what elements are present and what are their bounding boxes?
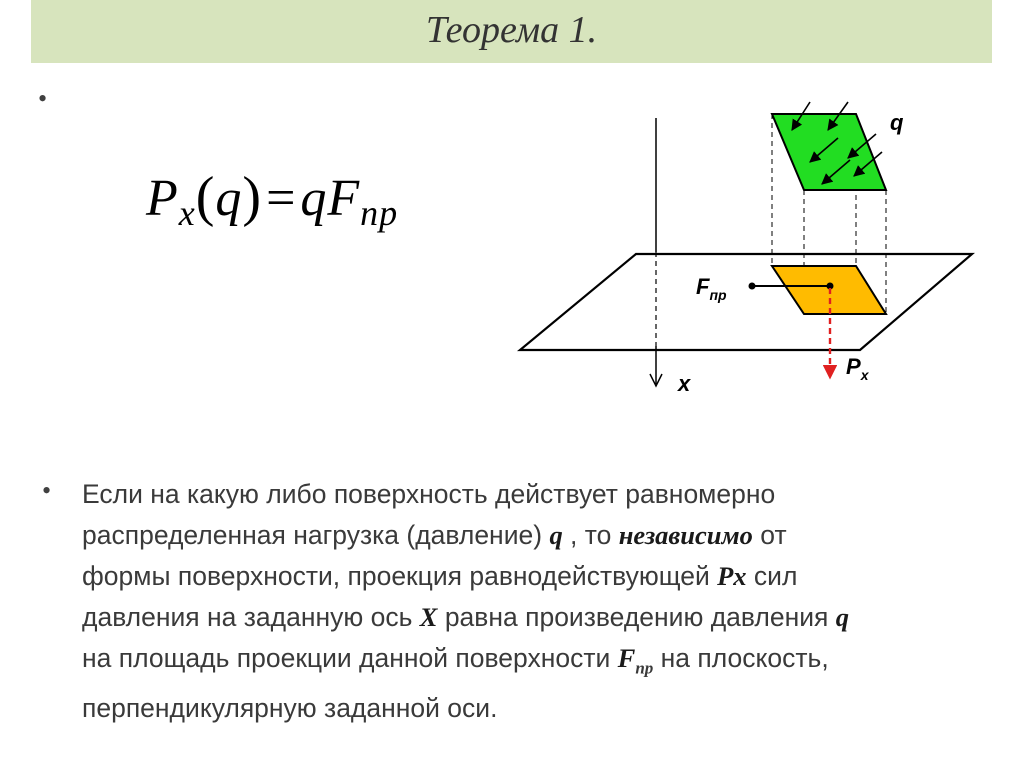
formula-np-sub: пр [360, 193, 399, 233]
text-line-2: распределенная нагрузка (давление) q , то независимо от [82, 520, 787, 550]
formula-P: P [146, 170, 179, 227]
label-Px: $P_x$ [846, 354, 869, 383]
formula-rparen: ) [242, 166, 263, 228]
formula-x-sub: x [178, 193, 196, 233]
label-x: x [678, 371, 691, 396]
formula-q: q [215, 170, 243, 227]
formula-rhs-q: q [300, 170, 328, 227]
text-line-3: формы поверхности, проекция равнодействующей Px сил [82, 561, 798, 591]
text-line-4: давления на заданную ось X равна произведению давления q [82, 602, 849, 632]
formula-equals: = [266, 170, 297, 227]
theorem-text [82, 474, 1002, 729]
label-F: $F_{пр}$ [696, 274, 727, 303]
projection-diagram [510, 88, 1000, 408]
bullet-1: • [38, 84, 48, 113]
projection-plane [520, 254, 972, 350]
formula [146, 165, 398, 234]
text-line-6: перпендикулярную заданной оси. [82, 693, 498, 724]
text-line-1: Если на какую либо поверхность действует равномерно [82, 479, 776, 509]
label-q: q [890, 110, 904, 135]
title-bar [31, 0, 992, 63]
formula-lparen: ( [195, 166, 216, 228]
formula-F: F [327, 170, 361, 227]
bullet-2: • [42, 476, 52, 505]
text-line-5: на площадь проекции данной поверхности $F_{пр}$ на плоскость, [82, 643, 829, 678]
slide-title: Теорема 1. [425, 9, 598, 51]
f-pointer-dot-left [749, 283, 756, 290]
